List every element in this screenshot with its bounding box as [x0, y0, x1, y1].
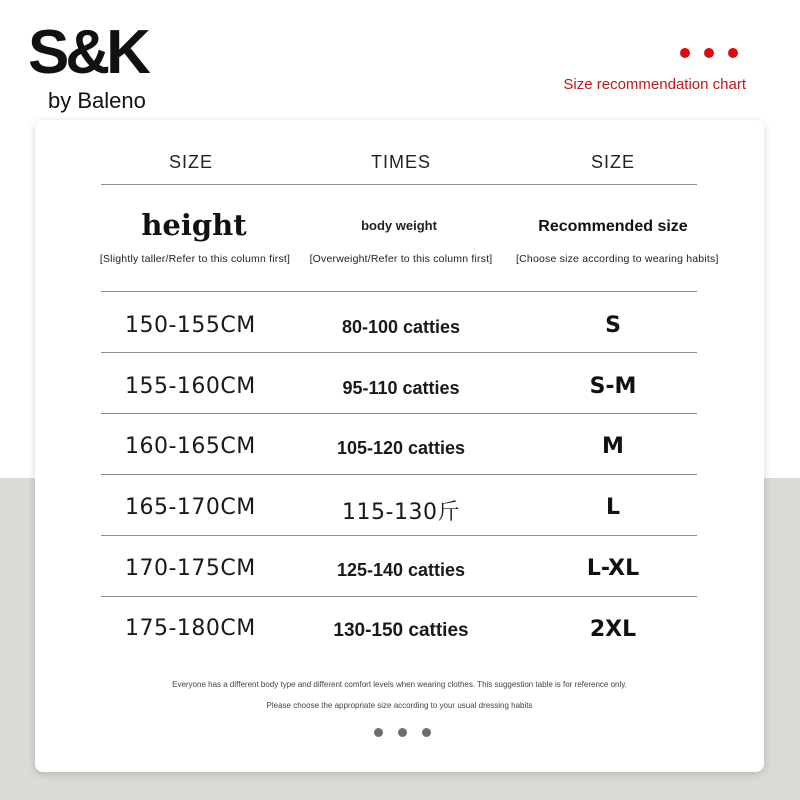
brand-logo-sub: by Baleno [48, 88, 146, 113]
note-weight: [Overweight/Refer to this column first] [309, 253, 493, 265]
subheader-recommended: Recommended size [538, 218, 688, 235]
red-dot-icon [704, 48, 714, 58]
divider [101, 474, 697, 475]
subheader-height: height [141, 208, 247, 242]
divider [101, 291, 697, 292]
red-dot-icon [680, 48, 690, 58]
size-cell: 2XL [589, 617, 637, 642]
divider [101, 413, 697, 414]
footer-disclaimer: Everyone has a different body type and different comfort levels when wearing clothes. This suggestion table is for reference only. [172, 680, 627, 689]
size-chart-card [35, 120, 764, 772]
divider [101, 535, 697, 536]
weight-cell: 95-110 catties [342, 378, 460, 398]
brand-logo-main: S&K [28, 18, 147, 87]
divider [101, 184, 697, 185]
gray-dot-icon [422, 728, 431, 737]
size-cell: S [605, 313, 621, 338]
weight-cell: 130-150 catties [333, 620, 469, 641]
gray-dot-icon [374, 728, 383, 737]
weight-cell: 115-130斤 [342, 500, 460, 525]
weight-cell: 80-100 catties [341, 317, 461, 337]
size-cell: S-M [589, 374, 637, 399]
size-cell: L [605, 495, 621, 520]
divider [101, 352, 697, 353]
footer-advice: Please choose the appropriate size according to your usual dressing habits [266, 701, 533, 710]
note-recommended: [Choose size according to wearing habits] [516, 253, 719, 265]
red-dot-icon [728, 48, 738, 58]
column-header-size-2: SIZE [590, 152, 635, 172]
weight-cell: 125-140 catties [336, 560, 466, 580]
note-height: [Slightly taller/Refer to this column first] [99, 253, 291, 265]
brand-logo [28, 18, 168, 118]
height-cell: 155-160CM [125, 374, 256, 399]
height-cell: 175-180CM [125, 616, 256, 641]
weight-cell: 105-120 catties [336, 438, 466, 458]
subheader-weight: body weight [361, 218, 437, 233]
height-cell: 150-155CM [125, 313, 256, 338]
column-header-size: SIZE [168, 152, 213, 172]
chart-tag: Size recommendation chart [563, 76, 746, 93]
size-cell: L-XL [586, 556, 640, 581]
red-dots-decoration [676, 48, 746, 62]
height-cell: 165-170CM [125, 495, 256, 520]
column-header-times: TIMES [370, 152, 431, 172]
gray-dots-decoration [373, 728, 435, 740]
gray-dot-icon [398, 728, 407, 737]
size-cell: M [602, 434, 624, 459]
height-cell: 160-165CM [125, 434, 256, 459]
height-cell: 170-175CM [125, 556, 256, 581]
divider [101, 596, 697, 597]
